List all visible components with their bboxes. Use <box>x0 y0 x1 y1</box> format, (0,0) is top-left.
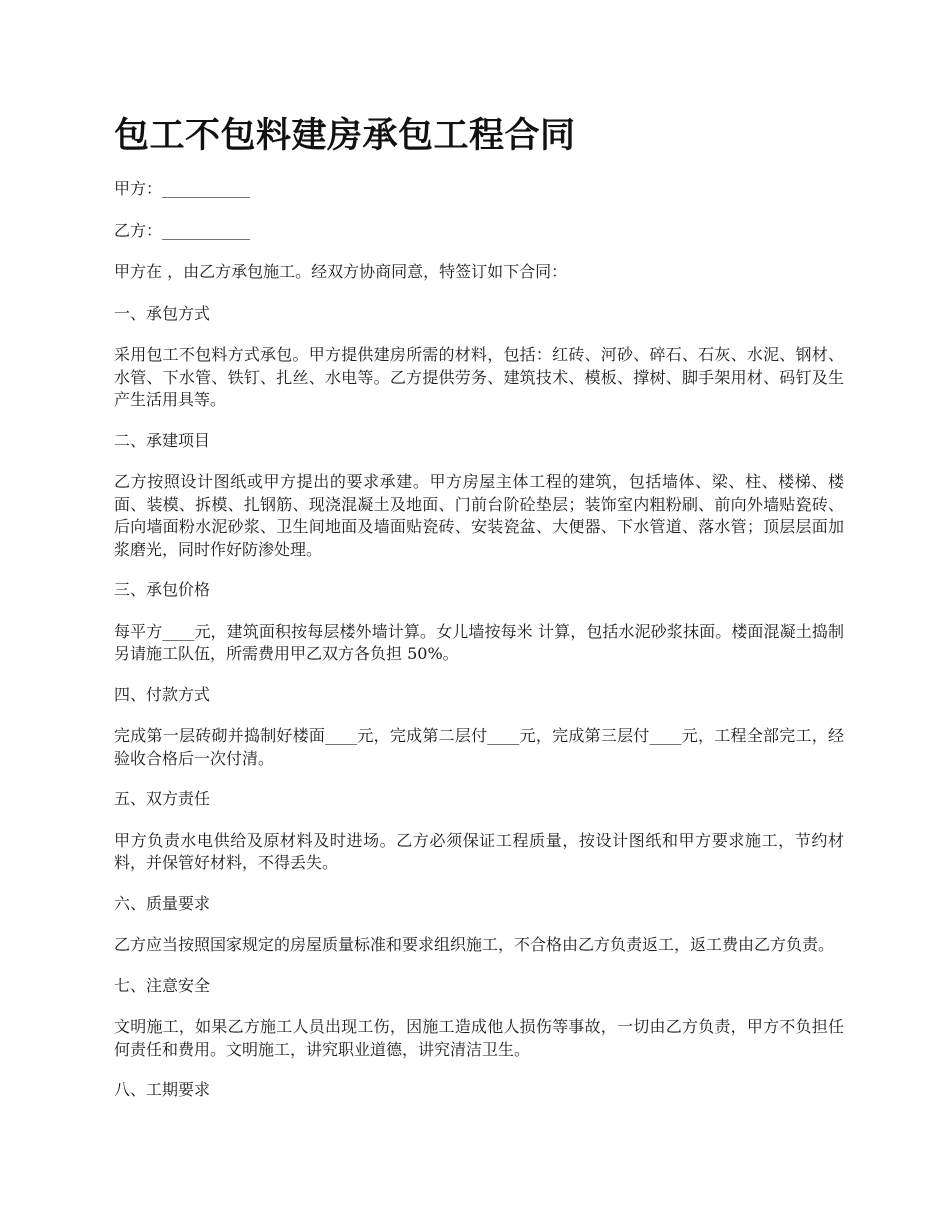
section-body-6: 乙方应当按照国家规定的房屋质量标准和要求组织施工，不合格由乙方负责返工，返工费由乙方负责。 <box>114 935 835 954</box>
section-body-4: 完成第一层砖砌并捣制好楼面____元，完成第二层付____元，完成第三层付____元，工程全部完工，经验收合格后一次付清。 <box>114 726 844 768</box>
section-heading-7: 七、注意安全 <box>114 975 211 995</box>
intro-paragraph: 甲方在 ，由乙方承包施工。经双方协商同意，特签订如下合同： <box>114 262 568 281</box>
section-body-1: 采用包工不包料方式承包。甲方提供建房所需的材料，包括：红砖、河砂、碎石、石灰、水泥、钢材、水管、下水管、铁钉、扎丝、水电等。乙方提供劳务、建筑技术、模板、撑树、脚手架用材、码钉及生产生活用具等。 <box>114 345 844 409</box>
section-heading-5: 五、双方责任 <box>114 789 211 808</box>
section-heading-1: 一、承包方式 <box>114 303 211 323</box>
party-a-line: 甲方：___________ <box>114 179 251 198</box>
section-body-7: 文明施工，如果乙方施工人员出现工伤，因施工造成他人损伤等事故，一切由乙方负责，甲方不负担任何责任和费用。文明施工，讲究职业道德，讲究清洁卫生。 <box>114 1017 844 1059</box>
section-heading-3: 三、承包价格 <box>114 580 211 599</box>
document-page <box>114 112 844 1121</box>
section-body-3: 每平方____元，建筑面积按每层楼外墙计算。女儿墙按每米 计算，包括水泥砂浆抹面。楼面混凝土捣制另请施工队伍，所需费用甲乙双方各负担 50%。 <box>114 621 844 663</box>
party-b-line: 乙方：___________ <box>114 220 251 240</box>
section-body-2: 乙方按照设计图纸或甲方提出的要求承建。甲方房屋主体工程的建筑，包括墙体、梁、柱、楼梯、楼面、装模、拆模、扎钢筋、现浇混凝土及地面、门前台阶砼垫层；装饰室内粗粉刷、前向外墙贴瓷砖、后向墙面粉水泥砂浆、卫生间地面及墙面贴瓷砖、安装瓷盆、大便器、下水管道、落水管；顶层层面加浆磨光，同时作好防渗处理。 <box>114 472 844 559</box>
section-heading-6: 六、质量要求 <box>114 893 211 913</box>
section-heading-4: 四、付款方式 <box>114 684 211 704</box>
section-body-5: 甲方负责水电供给及原材料及时进场。乙方必须保证工程质量，按设计图纸和甲方要求施工，节约材料，并保管好材料，不得丢失。 <box>114 830 844 872</box>
section-heading-8: 八、工期要求 <box>114 1080 211 1099</box>
section-heading-2: 二、承建项目 <box>114 430 211 450</box>
document-title: 包工不包料建房承包工程合同 <box>114 116 576 156</box>
